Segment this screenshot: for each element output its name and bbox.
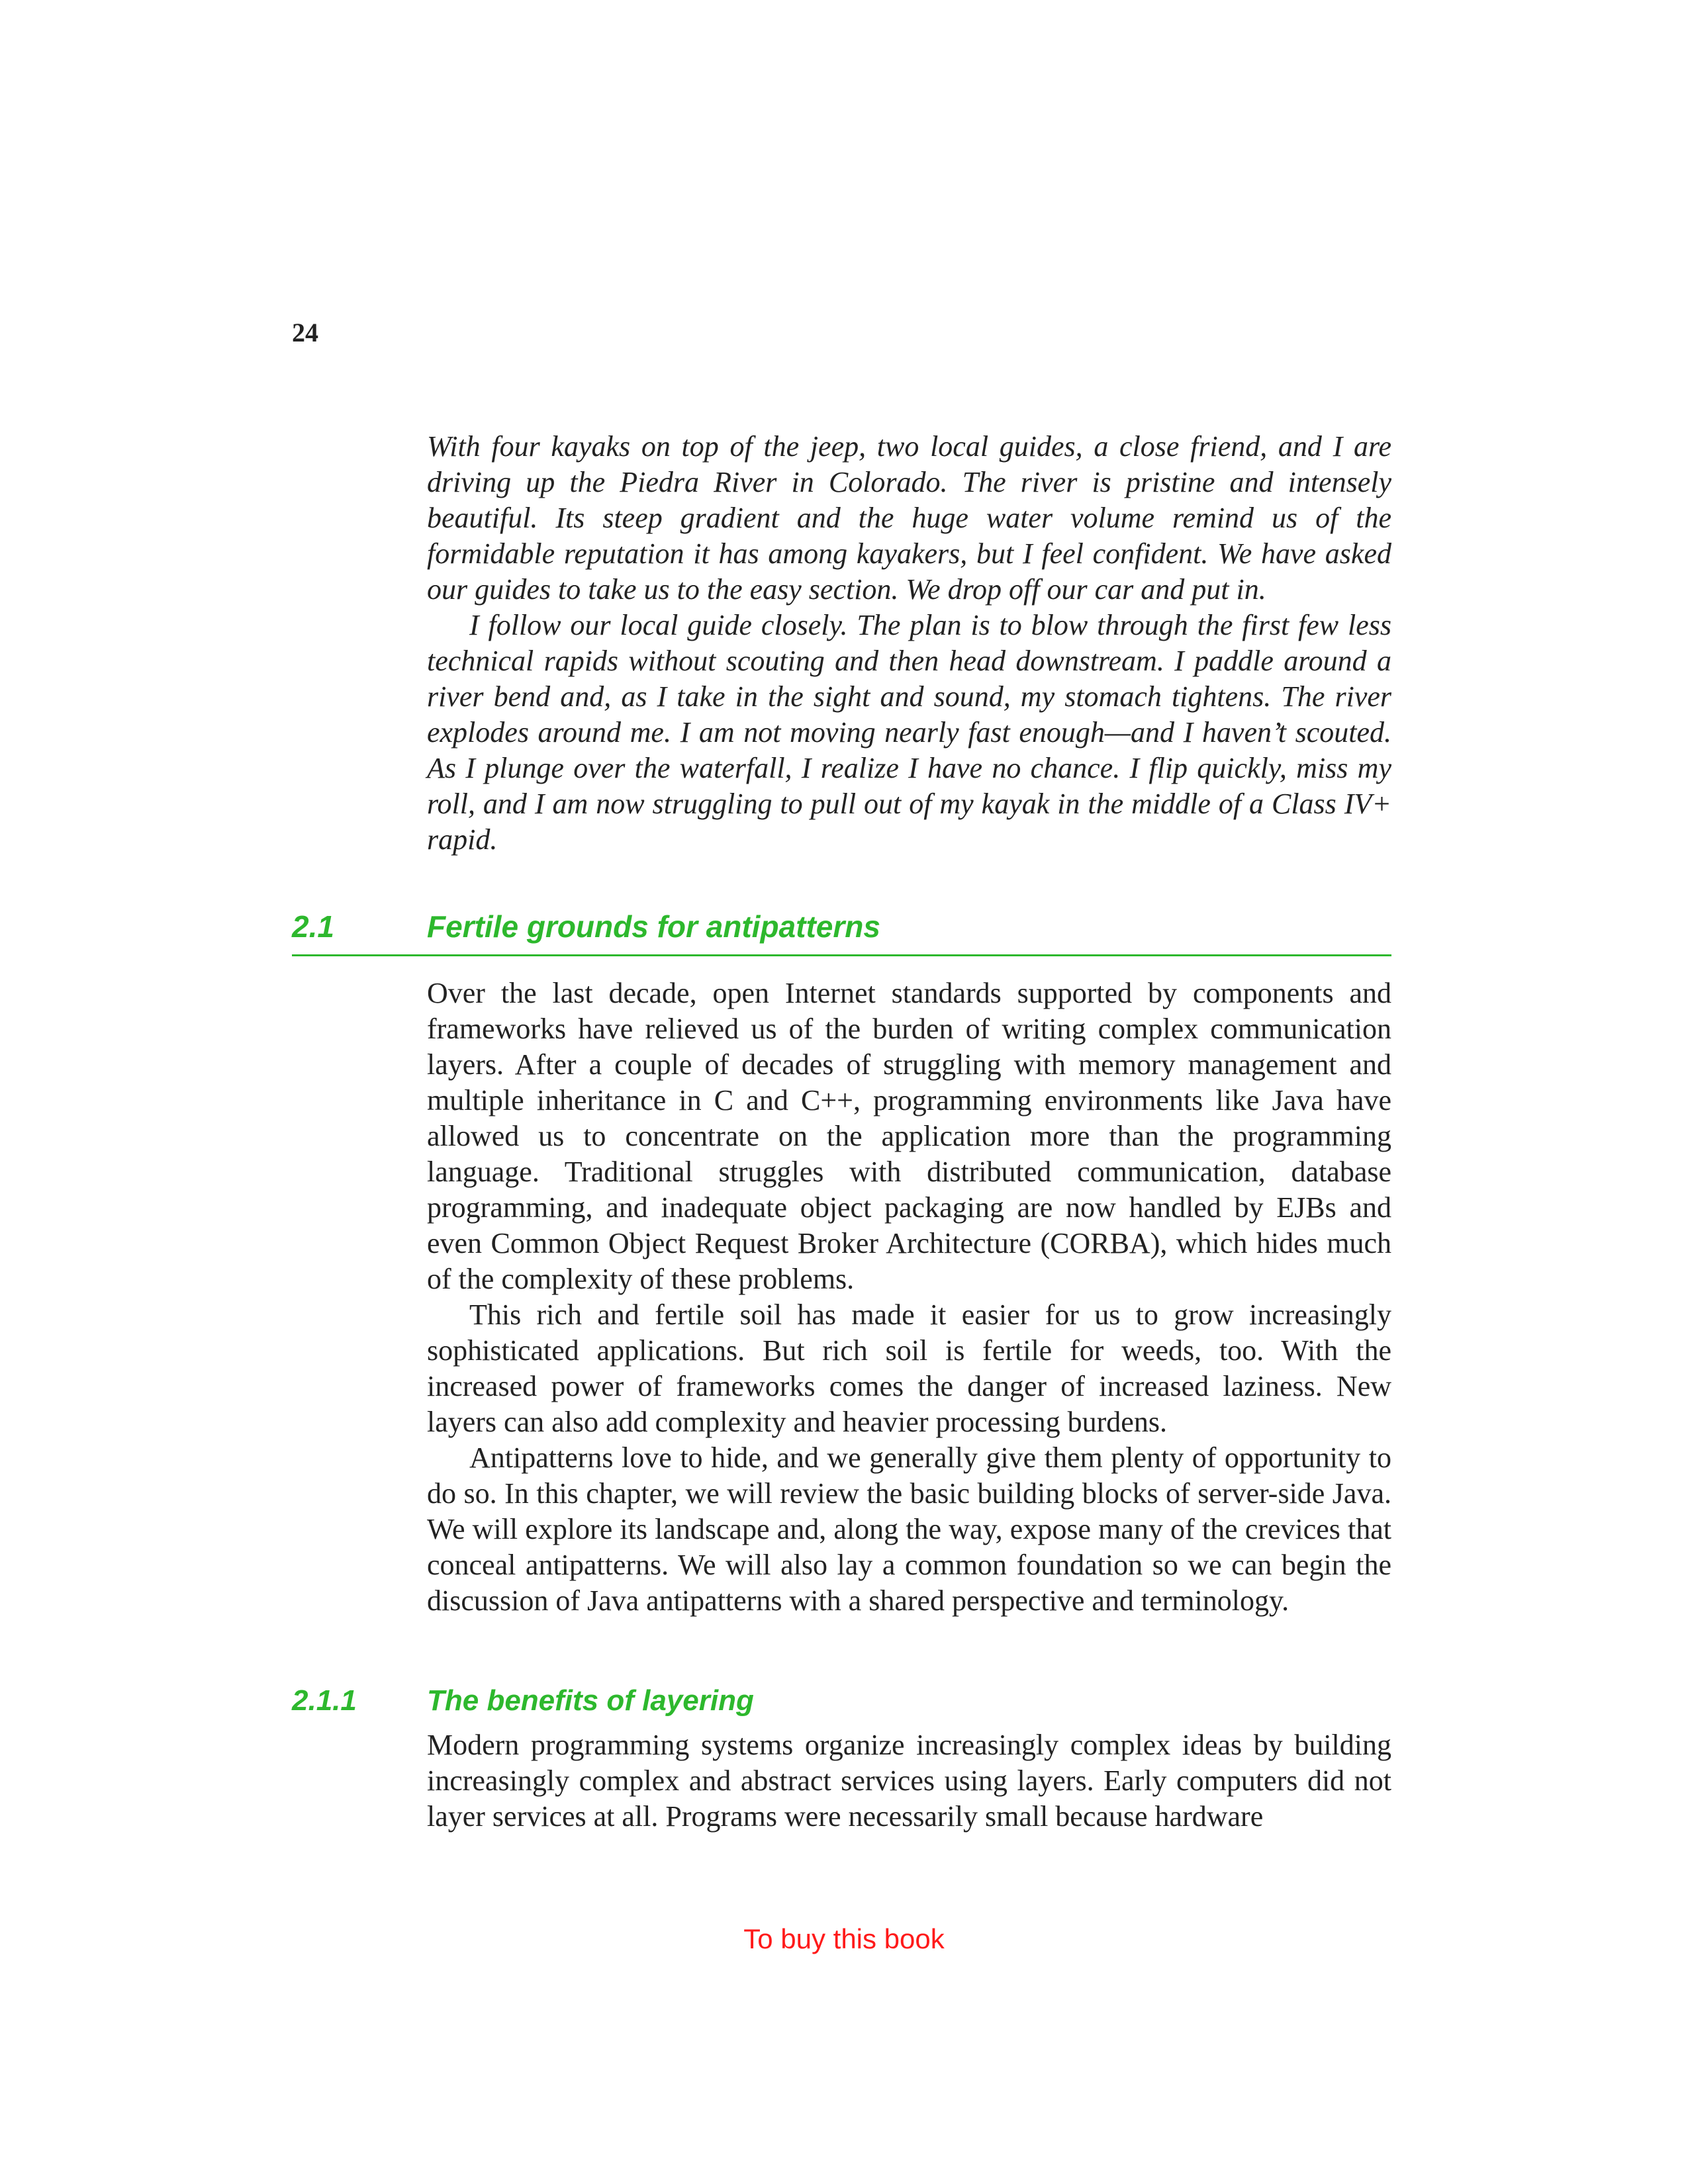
body-paragraph: Over the last decade, open Internet standards supported by components and frameworks have relieved us of the burden of writing complex communication layers. After a couple of decades of struggling with memory management and multiple inheritance in C and C++, programming environments like Java have allowed us to concentrate on the application more than the programming language. Traditional struggles with distributed communication, database programming, and inadequate object packaging are now handled by EJBs and even Common Object Request Broker Architecture (CORBA), which hides much of the complexity of these problems. bbox=[427, 977, 1391, 1295]
section-body-2-1-1 bbox=[427, 1727, 1391, 1835]
epigraph-paragraph: With four kayaks on top of the jeep, two local guides, a close friend, and I are driving up the Piedra River in Colorado. The river is pristine and intensely beautiful. Its steep gradient and the huge water volume remind us of the formidable reputation it has among kayakers, but I feel confident. We have asked our guides to take us to the easy section. We drop off our car and put in. bbox=[427, 430, 1391, 606]
subsection-number: 2.1.1 bbox=[292, 1684, 357, 1717]
section-body-2-1 bbox=[427, 976, 1391, 1619]
subsection-title: The benefits of layering bbox=[427, 1684, 754, 1717]
section-number: 2.1 bbox=[292, 909, 334, 944]
body-paragraph: This rich and fertile soil has made it easier for us to grow increasingly sophisticated applications. But rich soil is fertile for weeds, too. With the increased power of frameworks comes the danger of increased laziness. New layers can also add complexity and heavier processing burdens. bbox=[427, 1298, 1391, 1438]
section-title: Fertile grounds for antipatterns bbox=[427, 909, 880, 944]
section-heading-2-1 bbox=[292, 907, 1391, 956]
buy-book-link[interactable]: To buy this book bbox=[743, 1923, 945, 1954]
body-paragraph: Antipatterns love to hide, and we generally give them plenty of opportunity to do so. In this chapter, we will review the basic building blocks of server-side Java. We will explore its landscape and, along the way, expose many of the crevices that conceal antipatterns. We will also lay a common foundation so we can begin the discussion of Java antipatterns with a shared perspective and terminology. bbox=[427, 1441, 1391, 1617]
epigraph bbox=[427, 429, 1391, 858]
epigraph-paragraph: I follow our local guide closely. The plan is to blow through the first few less technical rapids without scouting and then head downstream. I paddle around a river bend and, as I take in the sight and sound, my stomach tightens. The river explodes around me. I am not moving nearly fast enough—and I haven’t scouted. As I plunge over the waterfall, I realize I have no chance. I flip quickly, miss my roll, and I am now struggling to pull out of my kayak in the middle of a Class IV+ rapid. bbox=[427, 609, 1391, 856]
page-number: 24 bbox=[292, 318, 318, 347]
body-paragraph: Modern programming systems organize increasingly complex ideas by building increasingly complex and abstract services using layers. Early computers did not layer services at all. Programs were necessarily small because hardware bbox=[427, 1729, 1391, 1833]
